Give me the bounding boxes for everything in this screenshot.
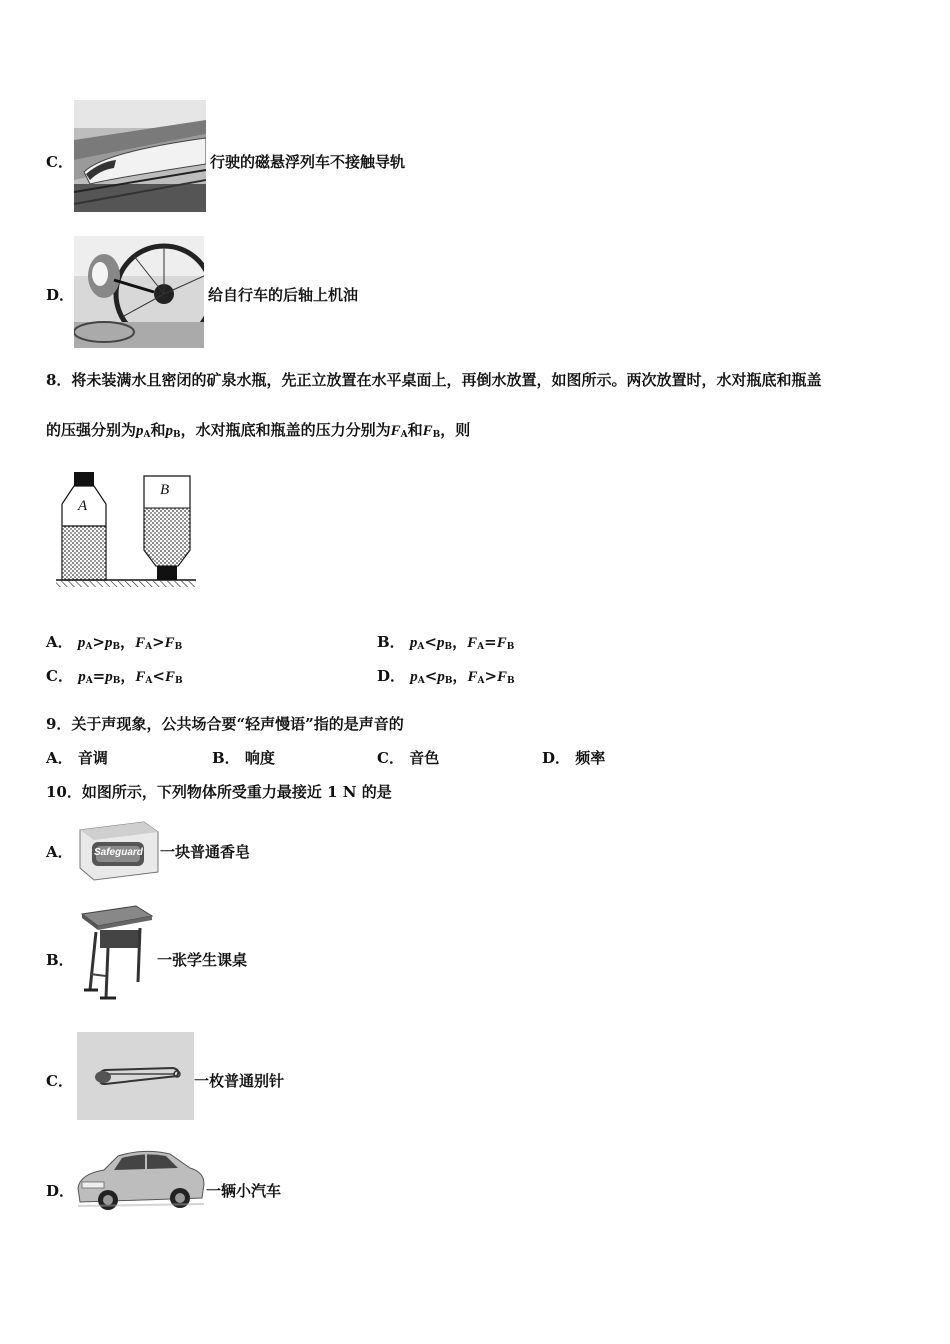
option-letter: C．: [46, 667, 73, 685]
bottle-figure: [56, 470, 196, 590]
q8-option-d: [377, 666, 515, 691]
q9-option-c: [377, 748, 439, 768]
sub-a: A: [85, 676, 93, 686]
q8-option-a: [46, 632, 182, 657]
sub-b: B: [432, 430, 441, 440]
sub-b: B: [174, 676, 183, 686]
var-f: F: [467, 635, 478, 651]
relation: <: [424, 667, 438, 685]
comma: ，: [452, 633, 468, 651]
sub-a: A: [85, 642, 93, 652]
option-letter: B．: [212, 749, 240, 767]
option-text: 一块普通香皂: [160, 843, 251, 861]
sub-a: A: [417, 676, 425, 686]
var-p: p: [104, 635, 113, 651]
option-letter: D．: [46, 1182, 75, 1200]
var-p: p: [409, 635, 418, 651]
option-letter: A．: [46, 749, 73, 767]
var-p: p: [410, 669, 418, 685]
var-f: F: [390, 423, 401, 439]
q10-stem: 10．如图所示，下列物体所受重力最接近 1 N 的是: [46, 783, 392, 801]
stem-and: 和: [150, 421, 166, 439]
q9-option-d: [542, 748, 605, 768]
var-p: p: [77, 635, 86, 651]
q9-option-b: [212, 748, 275, 768]
option-letter: D．: [46, 286, 75, 304]
var-p: p: [165, 423, 174, 439]
var-f: F: [496, 635, 507, 651]
stem-text: ，水对瓶底和瓶盖的压力分别为: [180, 421, 391, 439]
sub-b: B: [506, 642, 515, 652]
var-f: F: [164, 669, 175, 685]
relation: =: [92, 667, 106, 685]
option-letter: D．: [377, 667, 406, 685]
sub-b: B: [112, 642, 121, 652]
option-text: 一枚普通别针: [194, 1072, 285, 1090]
bicycle-oiling-photo: [74, 236, 204, 348]
sub-b: B: [174, 642, 183, 652]
sub-b: B: [507, 676, 515, 686]
option-letter: B．: [46, 951, 74, 969]
maglev-train-photo: [74, 100, 206, 212]
sub-b: B: [173, 430, 181, 440]
q8-stem-line2: [46, 420, 470, 445]
relation: <: [152, 667, 165, 685]
soap-brand: Safeguard: [94, 847, 143, 858]
option-letter: A．: [46, 843, 73, 861]
option-text: 响度: [244, 749, 275, 767]
sub-a: A: [477, 676, 485, 686]
relation: <: [424, 633, 437, 651]
comma: ，: [120, 633, 136, 651]
sub-a: A: [145, 676, 153, 686]
option-letter: C．: [377, 749, 404, 767]
comma: ，: [452, 667, 468, 685]
var-p: p: [437, 669, 445, 685]
stem-and: 和: [407, 421, 423, 439]
var-f: F: [422, 423, 433, 439]
option-letter: B．: [377, 633, 405, 651]
var-f: F: [497, 669, 508, 685]
var-f: F: [135, 635, 146, 651]
sub-a: A: [417, 642, 425, 652]
sub-a: A: [477, 642, 485, 652]
desk-photo: [76, 904, 156, 1002]
sub-b: B: [444, 642, 453, 652]
sub-b: B: [112, 676, 121, 686]
q8-option-c: [46, 666, 183, 691]
relation: >: [92, 633, 105, 651]
car-photo: [74, 1144, 206, 1214]
sub-a: A: [400, 430, 408, 440]
relation: =: [484, 633, 497, 651]
option-text: 给自行车的后轴上机油: [208, 286, 359, 304]
option-letter: D．: [542, 749, 571, 767]
sub-a: A: [145, 642, 153, 652]
option-text: 一张学生课桌: [157, 951, 248, 969]
var-p: p: [105, 669, 113, 685]
var-f: F: [467, 669, 478, 685]
var-p: p: [436, 635, 445, 651]
option-text: 音调: [77, 749, 108, 767]
sub-a: A: [143, 430, 151, 440]
option-letter: C．: [46, 153, 73, 171]
option-text: 音色: [409, 749, 440, 767]
stem-text: ，则: [440, 421, 471, 439]
option-text: 频率: [575, 749, 606, 767]
q9-stem: 9．关于声现象，公共场合要“轻声慢语”指的是声音的: [46, 715, 404, 733]
safety-pin-photo: [77, 1032, 194, 1120]
relation: >: [484, 667, 498, 685]
option-letter: A．: [46, 633, 73, 651]
var-f: F: [164, 635, 175, 651]
var-f: F: [135, 669, 146, 685]
bottle-label-b: B: [160, 482, 170, 498]
var-p: p: [136, 423, 144, 439]
bottle-label-a: A: [78, 498, 88, 514]
stem-text: 的压强分别为: [46, 421, 137, 439]
q9-option-a: [46, 748, 108, 768]
option-text: 一辆小汽车: [206, 1182, 282, 1200]
q8-stem-line1: 8．将未装满水且密闭的矿泉水瓶，先正立放置在水平桌面上，再倒水放置，如图所示。两次放置时，水对瓶底和瓶盖: [46, 371, 822, 389]
option-letter: C．: [46, 1072, 73, 1090]
option-text: 行驶的磁悬浮列车不接触导轨: [210, 153, 406, 171]
sub-b: B: [444, 676, 453, 686]
comma: ，: [120, 667, 136, 685]
q8-option-b: [377, 632, 514, 657]
soap-photo: [74, 816, 160, 882]
relation: >: [152, 633, 165, 651]
var-p: p: [78, 669, 86, 685]
